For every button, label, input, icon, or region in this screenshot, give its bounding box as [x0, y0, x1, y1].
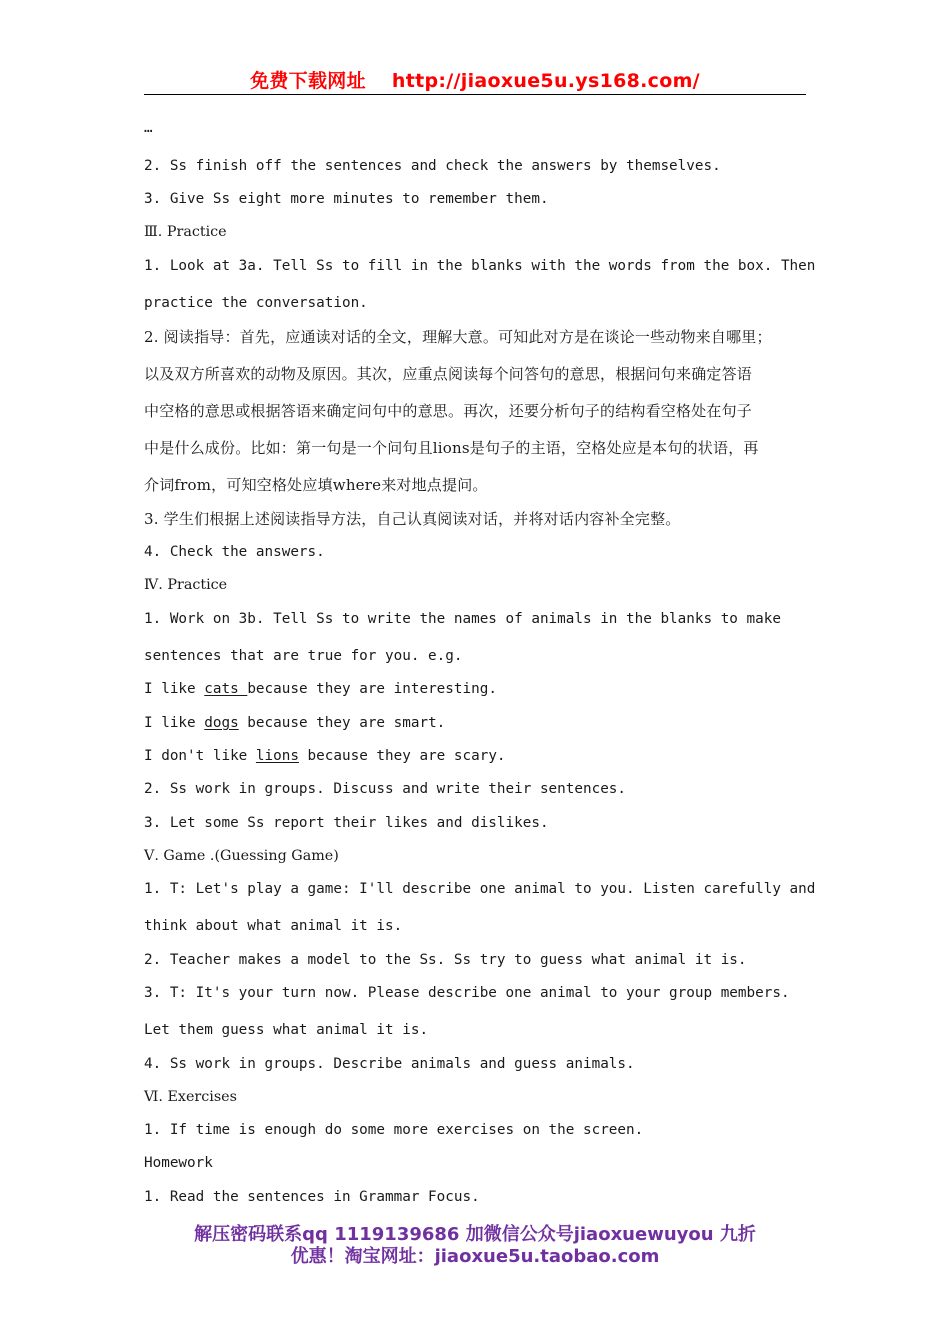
step-exercises: 1. If time is enough do some more exercises on the screen.	[144, 1122, 644, 1138]
example-sentence-1	[144, 679, 497, 699]
example-sentence-3	[144, 746, 506, 766]
reading-guide-2: 以及双方所喜欢的动物及原因。其次，应重点阅读每个问答句的意思，根据问句来确定答语	[144, 365, 753, 383]
reading-guide-1: 2. 阅读指导：首先，应通读对话的全文，理解大意。可知此对方是在谈论一些动物来自哪里；	[144, 328, 772, 346]
section-heading-v: Ⅴ. Game .(Guessing Game)	[144, 848, 339, 864]
example-3-reason: because they are scary.	[298, 748, 506, 764]
step-remember: 3. Give Ss eight more minutes to remember them.	[144, 191, 549, 207]
step-work-3b: 1. Work on 3b. Tell Ss to write the names of animals in the blanks to make	[144, 611, 781, 627]
step-game-intro: 1. T: Let's play a game: I'll describe one animal to you. Listen carefully and	[144, 881, 816, 897]
step-finish-sentences: 2. Ss finish off the sentences and check the answers by themselves.	[144, 158, 721, 174]
step-look-3a-cont: practice the conversation.	[144, 295, 368, 311]
section-heading-iii: Ⅲ. Practice	[144, 224, 227, 240]
step-check-answers: 4. Check the answers.	[144, 544, 325, 560]
example-2-prefix: I like	[144, 715, 205, 731]
example-1-animal: cats	[204, 681, 248, 697]
example-sentence-2	[144, 713, 445, 733]
homework-heading: Homework	[144, 1155, 213, 1171]
step-work-3b-cont: sentences that are true for you. e.g.	[144, 648, 463, 664]
footer-line-1: 解压密码联系qq 1119139686 加微信公众号jiaoxuewuyou 九折	[194, 1224, 756, 1245]
ellipsis: …	[144, 120, 153, 136]
reading-guide-5: 介词from，可知空格处应填where来对地点提问。	[144, 476, 488, 494]
reading-guide-6: 3. 学生们根据上述阅读指导方法，自己认真阅读对话，并将对话内容补全完整。	[144, 510, 681, 528]
step-teacher-model: 2. Teacher makes a model to the Ss. Ss try to guess what animal it is.	[144, 952, 747, 968]
step-game-intro-cont: think about what animal it is.	[144, 918, 403, 934]
example-2-reason: because they are smart.	[238, 715, 446, 731]
example-2-animal: dogs	[204, 715, 239, 731]
step-your-turn-cont: Let them guess what animal it is.	[144, 1022, 429, 1038]
example-1-prefix: I like	[144, 681, 205, 697]
reading-guide-3: 中空格的意思或根据答语来确定问句中的意思。再次，还要分析句子的结构看空格处在句子	[144, 402, 753, 420]
step-your-turn: 3. T: It's your turn now. Please describe one animal to your group members.	[144, 985, 790, 1001]
example-3-prefix: I don't like	[144, 748, 256, 764]
example-1-reason: because they are interesting.	[247, 681, 497, 697]
page-header	[144, 66, 806, 95]
header-title: 免费下载网址	[250, 70, 366, 92]
step-report: 3. Let some Ss report their likes and dislikes.	[144, 815, 549, 831]
homework-item-1: 1. Read the sentences in Grammar Focus.	[144, 1189, 480, 1205]
header-url[interactable]: http://jiaoxue5u.ys168.com/	[391, 70, 700, 92]
example-3-animal: lions	[255, 748, 299, 764]
reading-guide-4: 中是什么成份。比如：第一句是一个问句且lions是句子的主语，空格处应是本句的状语，再	[144, 439, 759, 457]
section-heading-iv: Ⅳ. Practice	[144, 577, 228, 593]
section-heading-vi: Ⅵ. Exercises	[144, 1089, 237, 1105]
footer-line-2: 优惠！淘宝网址：jiaoxue5u.taobao.com	[290, 1246, 660, 1267]
step-describe-guess: 4. Ss work in groups. Describe animals and guess animals.	[144, 1056, 635, 1072]
step-group-discuss: 2. Ss work in groups. Discuss and write their sentences.	[144, 781, 627, 797]
step-look-3a: 1. Look at 3a. Tell Ss to fill in the blanks with the words from the box. Then	[144, 258, 816, 274]
